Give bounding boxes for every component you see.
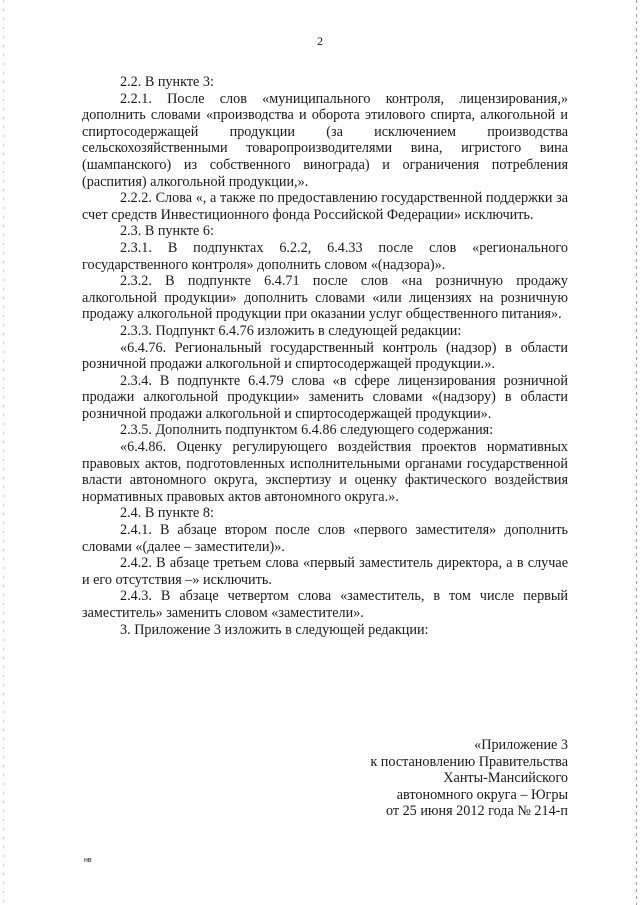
paragraph-2-4-1: 2.4.1. В абзаце втором после слов «первого заместителя» дополнить словами «(далее – заместители)». xyxy=(82,522,568,555)
document-body xyxy=(82,74,568,638)
paragraph-2-2-2: 2.2.2. Слова «, а также по предоставлению государственной поддержки за счет средств Инвестиционного фонда Российской Федерации» исключить. xyxy=(82,190,568,223)
paragraph-2-3: 2.3. В пункте 6: xyxy=(120,223,214,240)
paragraph-2-3-4: 2.3.4. В подпункте 6.4.79 слова «в сфере лицензирования розничной продажи алкогольной продукции» заменить словами «(надзору) в области розничной продажи алкогольной и спиртосодержащей продукции». xyxy=(82,372,568,422)
stamp-line: к постановлению Правительства xyxy=(370,753,568,770)
paragraph-2-3-5: 2.3.5. Дополнить подпунктом 6.4.86 следующего содержания: xyxy=(120,422,494,439)
paragraph-2-4-3: 2.4.3. В абзаце четвертом слова «заместитель, в том числе первый заместитель» заменить словом «заместители». xyxy=(82,588,568,621)
stamp-line: «Приложение 3 xyxy=(474,737,568,753)
paragraph-2-3-2: 2.3.2. В подпункте 6.4.71 после слов «на розничную продажу алкогольной продукции» дополнить словами «или лицензиях на розничную продажу алкогольной продукции при оказании услуг общественного питания». xyxy=(82,273,568,323)
paragraph-2-2-1: 2.2.1. После слов «муниципального контроля, лицензирования,» дополнить словами «производства и оборота этилового спирта, алкогольной и спиртосодержащей продукции (за исключением производства сельскохозяйственными товаропроизводителями вина, игристого вина (шампанского) из собственного винограда) и ограничения потребления (распития) алкогольной продукции,». xyxy=(82,90,568,190)
stamp-line: от 25 июня 2012 года № 214-п xyxy=(385,803,568,820)
stamp-line: автономного округа – Югры xyxy=(396,786,568,803)
appendix-stamp xyxy=(308,737,568,820)
quote-6-4-86: «6.4.86. Оценку регулирующего воздействия проектов нормативных правовых актов, подготовленных исполнительными органами государственной власти автономного округа, экспертизу и оценку фактического воздействия нормативных правовых актов автономного округа.». xyxy=(82,439,568,505)
footer-mark: нв xyxy=(84,857,92,864)
paragraph-2-4: 2.4. В пункте 8: xyxy=(120,505,214,522)
paragraph-2-4-2: 2.4.2. В абзаце третьем слова «первый заместитель директора, а в случае и его отсутствия –» исключить. xyxy=(82,555,568,588)
paragraph-2-3-1: 2.3.1. В подпунктах 6.2.2, 6.4.33 после слов «регионального государственного контроля» дополнить словом «(надзора)». xyxy=(82,239,568,273)
paragraph-3: 3. Приложение 3 изложить в следующей редакции: xyxy=(120,621,429,638)
page-number: 2 xyxy=(317,34,323,48)
paragraph-2-2: 2.2. В пункте 3: xyxy=(120,74,214,90)
scan-edge-left xyxy=(3,0,4,905)
paragraph-2-3-3: 2.3.3. Подпункт 6.4.76 изложить в следующей редакции: xyxy=(120,322,462,339)
quote-6-4-76: «6.4.76. Региональный государственный контроль (надзор) в области розничной продажи алкогольной и спиртосодержащей продукции.». xyxy=(82,339,568,373)
stamp-line: Ханты-Мансийского xyxy=(443,770,568,787)
scan-edge-right xyxy=(636,0,637,905)
